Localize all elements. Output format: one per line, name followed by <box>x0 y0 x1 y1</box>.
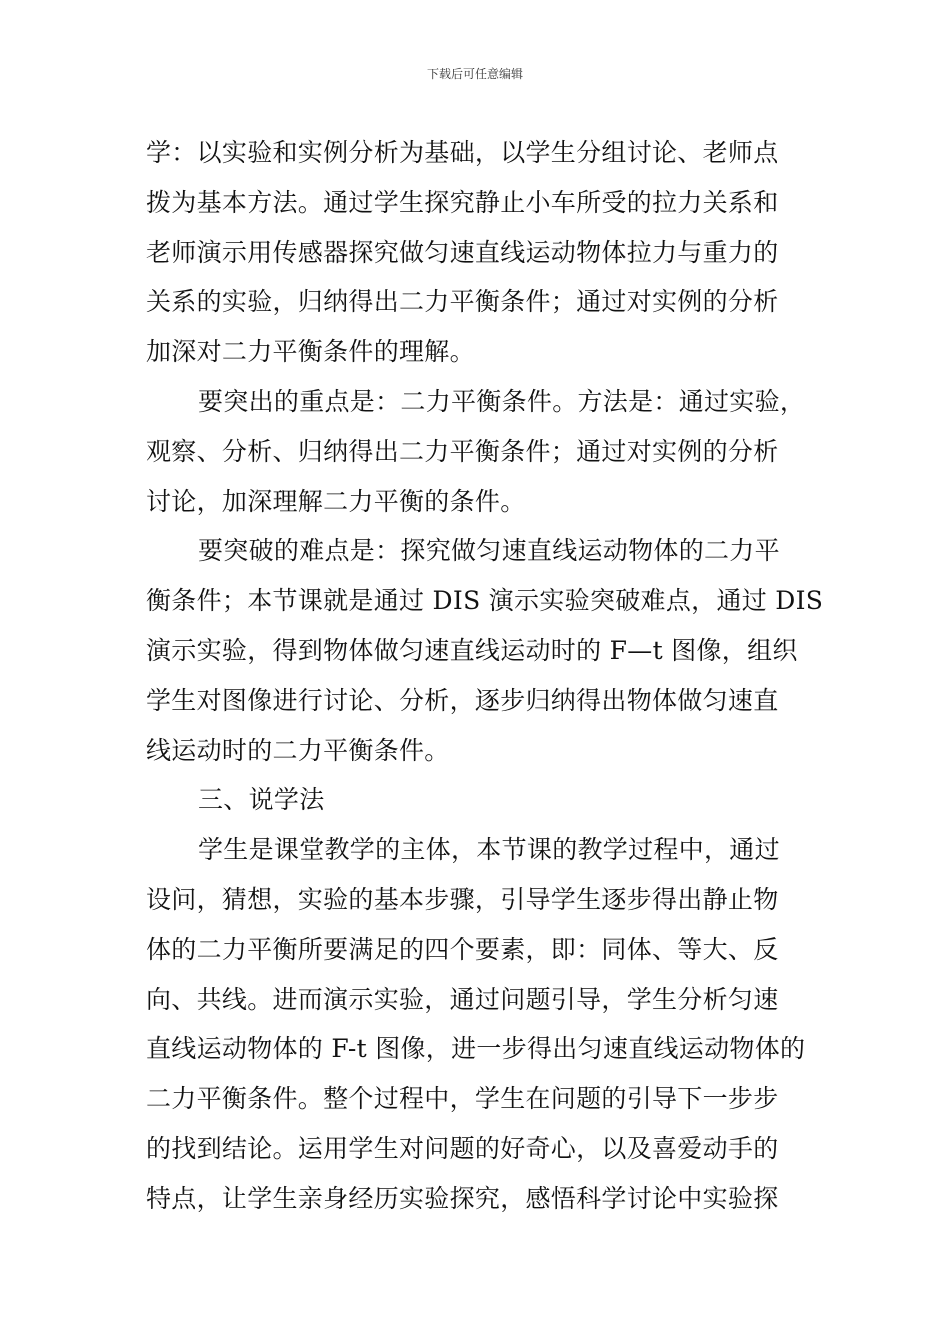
text-line: 衡条件；本节课就是通过 DIS 演示实验突破难点，通过 DIS <box>146 586 824 616</box>
text-line: 关系的实验，归纳得出二力平衡条件；通过对实例的分析 <box>146 287 779 317</box>
paragraph-first-line: 要突破的难点是：探究做匀速直线运动物体的二力平 <box>198 536 780 566</box>
text-line: 讨论，加深理解二力平衡的条件。 <box>146 486 526 516</box>
text-line: 二力平衡条件。整个过程中，学生在问题的引导下一步步 <box>146 1084 779 1114</box>
text-line: 特点，让学生亲身经历实验探究，感悟科学讨论中实验探 <box>146 1183 779 1213</box>
paragraph-first-line: 学生是课堂教学的主体，本节课的教学过程中，通过 <box>198 835 780 865</box>
text-line: 向、共线。进而演示实验，通过问题引导，学生分析匀速 <box>146 984 779 1014</box>
text-line: 设问，猜想，实验的基本步骤，引导学生逐步得出静止物 <box>146 884 779 914</box>
text-line: 学生对图像进行讨论、分析，逐步归纳得出物体做匀速直 <box>146 685 779 715</box>
section-heading: 三、说学法 <box>198 785 325 815</box>
text-line: 观察、分析、归纳得出二力平衡条件；通过对实例的分析 <box>146 436 779 466</box>
text-line: 加深对二力平衡条件的理解。 <box>146 337 475 367</box>
text-line: 直线运动物体的 F-t 图像，进一步得出匀速直线运动物体的 <box>146 1034 806 1064</box>
document-body <box>146 128 824 1224</box>
text-line: 学：以实验和实例分析为基础，以学生分组讨论、老师点 <box>146 138 779 167</box>
text-line: 演示实验，得到物体做匀速直线运动时的 F—t 图像，组织 <box>146 635 798 665</box>
paragraph-first-line: 要突出的重点是：二力平衡条件。方法是：通过实验， <box>198 386 806 416</box>
text-line: 拨为基本方法。通过学生探究静止小车所受的拉力关系和 <box>146 187 779 217</box>
text-line: 老师演示用传感器探究做匀速直线运动物体拉力与重力的 <box>146 237 779 267</box>
text-line: 线运动时的二力平衡条件。 <box>146 735 450 765</box>
text-line: 体的二力平衡所要满足的四个要素，即：同体、等大、反 <box>146 934 779 964</box>
text-line: 的找到结论。运用学生对问题的好奇心，以及喜爱动手的 <box>146 1133 779 1163</box>
page-header: 下载后可任意编辑 <box>426 67 523 81</box>
